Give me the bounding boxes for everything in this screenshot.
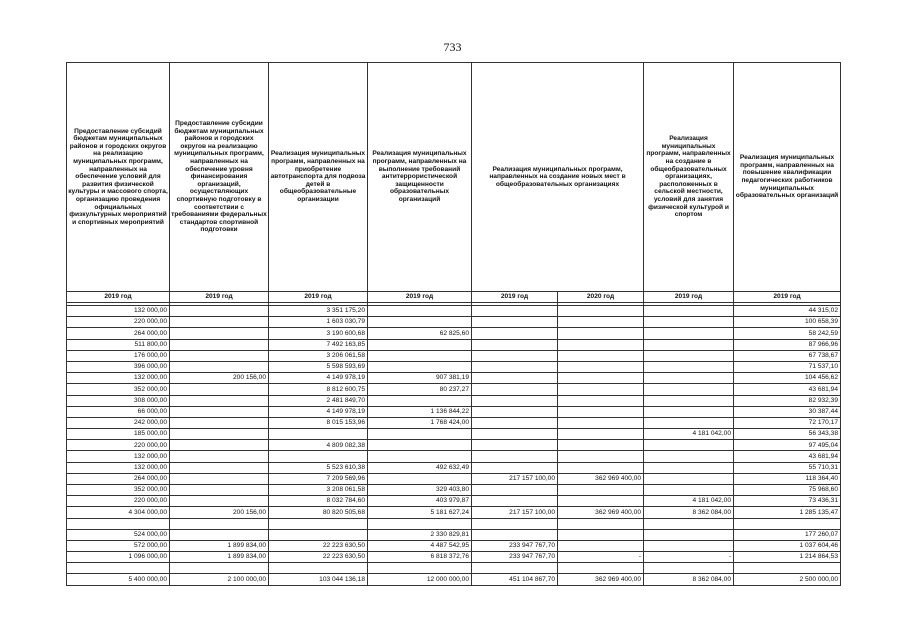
- table-cell: [644, 485, 734, 496]
- table-cell: 233 947 767,70: [472, 540, 558, 551]
- table-row: [67, 384, 841, 395]
- table-cell: 30 387,44: [734, 406, 841, 417]
- table-cell: [644, 451, 734, 462]
- table-cell: [558, 485, 644, 496]
- table-cell: [472, 317, 558, 328]
- table-cell: 220 000,00: [67, 496, 170, 507]
- table-cell: 3 190 600,68: [269, 328, 368, 339]
- table-cell: 1 285 135,47: [734, 507, 841, 518]
- table-cell: 4 149 978,19: [269, 406, 368, 417]
- table-cell: [67, 518, 170, 529]
- table-cell: 217 157 100,00: [472, 507, 558, 518]
- table-cell: [558, 563, 644, 574]
- table-cell: [170, 451, 269, 462]
- table-row: [67, 361, 841, 372]
- year-row: [67, 292, 841, 303]
- table-cell: [368, 518, 472, 529]
- table-cell: [368, 317, 472, 328]
- table-cell: [170, 473, 269, 484]
- table-cell: 1 136 844,22: [368, 406, 472, 417]
- table-cell: 55 710,31: [734, 462, 841, 473]
- table-cell: 5 598 593,69: [269, 361, 368, 372]
- year-cell: 2020 год: [558, 292, 644, 303]
- table-cell: [734, 518, 841, 529]
- table-cell: [558, 406, 644, 417]
- year-cell: 2019 год: [368, 292, 472, 303]
- table-cell: 100 658,39: [734, 317, 841, 328]
- table-cell: [558, 317, 644, 328]
- table-cell: [644, 361, 734, 372]
- table-cell: [558, 417, 644, 428]
- table-cell: 118 364,40: [734, 473, 841, 484]
- table-cell: [472, 417, 558, 428]
- table-cell: [558, 429, 644, 440]
- table-cell: [170, 361, 269, 372]
- table-cell: 352 000,00: [67, 384, 170, 395]
- table-row: [67, 350, 841, 361]
- table-cell: [368, 563, 472, 574]
- table-cell: 66 000,00: [67, 406, 170, 417]
- table-row: [67, 395, 841, 406]
- table-cell: 362 969 400,00: [558, 473, 644, 484]
- table-cell: [170, 384, 269, 395]
- table-cell: [558, 373, 644, 384]
- table-cell: 75 968,60: [734, 485, 841, 496]
- table-cell: [644, 440, 734, 451]
- table-cell: 43 681,94: [734, 384, 841, 395]
- table-cell: 43 681,94: [734, 451, 841, 462]
- table-cell: [170, 395, 269, 406]
- table-cell: [644, 384, 734, 395]
- table-cell: 4 487 542,95: [368, 540, 472, 551]
- table-cell: [644, 317, 734, 328]
- year-cell: 2019 год: [67, 292, 170, 303]
- header-row: [67, 63, 841, 292]
- table-cell: 4 181 042,00: [644, 496, 734, 507]
- table-cell: [558, 496, 644, 507]
- table-cell: 104 456,62: [734, 373, 841, 384]
- table-cell: 2 481 849,70: [269, 395, 368, 406]
- table-cell: [67, 563, 170, 574]
- table-cell: [472, 518, 558, 529]
- table-cell: 524 000,00: [67, 529, 170, 540]
- table-cell: [472, 440, 558, 451]
- table-cell: [644, 417, 734, 428]
- table-row: [67, 328, 841, 339]
- table-cell: [558, 339, 644, 350]
- table-cell: [472, 429, 558, 440]
- table-cell: [170, 462, 269, 473]
- table-cell: [170, 529, 269, 540]
- table-row: [67, 540, 841, 551]
- table-cell: 58 242,59: [734, 328, 841, 339]
- table-cell: 71 537,10: [734, 361, 841, 372]
- table-cell: 72 170,17: [734, 417, 841, 428]
- table-cell: 73 436,31: [734, 496, 841, 507]
- table-cell: [170, 350, 269, 361]
- table-cell: [472, 361, 558, 372]
- table-cell: [170, 406, 269, 417]
- table-cell: 1 768 424,00: [368, 417, 472, 428]
- table-cell: 8 015 153,96: [269, 417, 368, 428]
- table-cell: [368, 429, 472, 440]
- table-cell: 329 403,80: [368, 485, 472, 496]
- table-cell: [734, 563, 841, 574]
- table-cell: [644, 339, 734, 350]
- table-cell: 132 000,00: [67, 373, 170, 384]
- table-cell: [644, 350, 734, 361]
- table-cell: 3 208 061,58: [269, 485, 368, 496]
- table-cell: [558, 529, 644, 540]
- year-cell: 2019 год: [269, 292, 368, 303]
- table-cell: [269, 563, 368, 574]
- table-cell: 1 603 030,79: [269, 317, 368, 328]
- table-cell: [644, 462, 734, 473]
- table-cell: 22 223 630,50: [269, 551, 368, 562]
- table-cell: [644, 373, 734, 384]
- table-cell: 22 223 630,50: [269, 540, 368, 551]
- table-row: [67, 551, 841, 562]
- table-cell: 4 149 978,19: [269, 373, 368, 384]
- header-cell: Реализация муниципальных программ, направленных на создание новых мест в общеобразовательных организациях: [472, 63, 644, 292]
- table-row: [67, 462, 841, 473]
- table-cell: [472, 384, 558, 395]
- header-cell: Реализация муниципальных программ, направленных на приобретение автотранспорта для подвоза детей в общеобразовательные организации: [269, 63, 368, 292]
- table-cell: [558, 395, 644, 406]
- table-cell: 451 104 867,70: [472, 574, 558, 586]
- table-cell: 1 214 864,53: [734, 551, 841, 562]
- table-cell: [472, 496, 558, 507]
- table-row: [67, 473, 841, 484]
- table-cell: [472, 339, 558, 350]
- table-cell: [170, 328, 269, 339]
- table-cell: 220 000,00: [67, 440, 170, 451]
- header-cell: Реализация муниципальных программ, направленных на создание в общеобразовательных организациях, расположенных в сельской местности, условий для занятия физической культурой и спортом: [644, 63, 734, 292]
- table-cell: 80 820 505,68: [269, 507, 368, 518]
- table-row: [67, 306, 841, 317]
- table-cell: 1 899 834,00: [170, 551, 269, 562]
- table-cell: [558, 462, 644, 473]
- table-cell: [644, 406, 734, 417]
- table-cell: 200 156,00: [170, 507, 269, 518]
- table-cell: 4 304 000,00: [67, 507, 170, 518]
- table-cell: [170, 518, 269, 529]
- table-cell: 5 400 000,00: [67, 574, 170, 586]
- table-cell: [472, 306, 558, 317]
- year-cell: 2019 год: [734, 292, 841, 303]
- table-cell: [472, 406, 558, 417]
- table-cell: [558, 350, 644, 361]
- table-cell: 1 096 000,00: [67, 551, 170, 562]
- table-cell: 132 000,00: [67, 451, 170, 462]
- table-cell: [170, 306, 269, 317]
- header-cell: Реализация муниципальных программ, направленных на выполнение требований антитеррористической защищенности образовательных организаций: [368, 63, 472, 292]
- header-cell: Предоставление субсидии бюджетам муниципальных районов и городских округов на реализацию муниципальных программ, направленных на обеспечение уровня финансирования организаций, осуществляющих спортивную подготовку в соответствии с требованиями федеральных стандартов спортивной подготовки: [170, 63, 269, 292]
- table-cell: [644, 306, 734, 317]
- table-cell: 3 351 175,20: [269, 306, 368, 317]
- table-row: [67, 451, 841, 462]
- table-cell: [170, 485, 269, 496]
- table-cell: [472, 373, 558, 384]
- table-cell: -: [558, 551, 644, 562]
- table-cell: 220 000,00: [67, 317, 170, 328]
- table-cell: [644, 529, 734, 540]
- table-cell: 5 181 627,24: [368, 507, 472, 518]
- table-cell: 264 000,00: [67, 328, 170, 339]
- header-cell: Реализация муниципальных программ, направленных на повышение квалификации педагогических работников муниципальных образовательных организаций: [734, 63, 841, 292]
- table-cell: [368, 339, 472, 350]
- table-cell: 2 330 829,81: [368, 529, 472, 540]
- table-cell: 8 362 084,00: [644, 507, 734, 518]
- table-cell: [170, 496, 269, 507]
- table-cell: [368, 361, 472, 372]
- table-row: [67, 485, 841, 496]
- table-cell: [269, 451, 368, 462]
- table-cell: 4 809 082,38: [269, 440, 368, 451]
- table-cell: 2 500 000,00: [734, 574, 841, 586]
- table-cell: 67 738,67: [734, 350, 841, 361]
- table-cell: [644, 518, 734, 529]
- table-cell: [170, 339, 269, 350]
- table-cell: 7 209 569,96: [269, 473, 368, 484]
- table-row: [67, 529, 841, 540]
- table-cell: [558, 384, 644, 395]
- table-cell: 200 156,00: [170, 373, 269, 384]
- table-cell: [558, 518, 644, 529]
- table-cell: 362 969 400,00: [558, 507, 644, 518]
- table-row: [67, 507, 841, 518]
- table-cell: 396 000,00: [67, 361, 170, 372]
- table-cell: 103 044 136,18: [269, 574, 368, 586]
- table-cell: [368, 350, 472, 361]
- table-cell: 132 000,00: [67, 462, 170, 473]
- table-cell: 1 899 834,00: [170, 540, 269, 551]
- table-cell: [170, 429, 269, 440]
- table-cell: [368, 306, 472, 317]
- table-cell: [368, 473, 472, 484]
- table-cell: 492 632,49: [368, 462, 472, 473]
- table-cell: [644, 328, 734, 339]
- blank-row: [67, 518, 841, 529]
- header-cell: Предоставление субсидий бюджетам муниципальных районов и городских округов на реализацию муниципальных программ, направленных на обеспечение условий для развития физической культуры и массового спорта, организацию проведения официальных физкультурных мероприятий и спортивных мероприятий: [67, 63, 170, 292]
- table-cell: [170, 563, 269, 574]
- table-cell: 8 032 784,60: [269, 496, 368, 507]
- table-cell: 8 812 600,75: [269, 384, 368, 395]
- table-cell: 362 969 400,00: [558, 574, 644, 586]
- table-cell: 7 492 163,85: [269, 339, 368, 350]
- table-cell: [472, 485, 558, 496]
- table-cell: [368, 451, 472, 462]
- table-cell: [472, 462, 558, 473]
- table-cell: 233 947 767,70: [472, 551, 558, 562]
- table-cell: 8 362 084,00: [644, 574, 734, 586]
- table-cell: 217 157 100,00: [472, 473, 558, 484]
- table-cell: 132 000,00: [67, 306, 170, 317]
- table-cell: [644, 540, 734, 551]
- table-cell: 264 000,00: [67, 473, 170, 484]
- table-cell: [170, 440, 269, 451]
- table-cell: 44 315,02: [734, 306, 841, 317]
- table-row: [67, 317, 841, 328]
- table-cell: -: [644, 551, 734, 562]
- table-cell: [644, 563, 734, 574]
- table-cell: [558, 540, 644, 551]
- table-cell: 97 495,04: [734, 440, 841, 451]
- table-cell: [472, 529, 558, 540]
- table-cell: [472, 350, 558, 361]
- table-cell: [644, 395, 734, 406]
- total-row: [67, 574, 841, 586]
- table-row: [67, 440, 841, 451]
- table-cell: [472, 328, 558, 339]
- table-cell: 62 825,60: [368, 328, 472, 339]
- table-row: [67, 496, 841, 507]
- table-cell: [269, 429, 368, 440]
- table-cell: [472, 451, 558, 462]
- table-cell: [269, 518, 368, 529]
- table-cell: 907 381,19: [368, 373, 472, 384]
- table-cell: [170, 417, 269, 428]
- table-cell: 242 000,00: [67, 417, 170, 428]
- year-cell: 2019 год: [472, 292, 558, 303]
- table-row: [67, 373, 841, 384]
- table-cell: 572 000,00: [67, 540, 170, 551]
- table-cell: [558, 306, 644, 317]
- table-cell: [368, 395, 472, 406]
- table-cell: [368, 440, 472, 451]
- table-cell: [558, 328, 644, 339]
- table-cell: [472, 395, 558, 406]
- table-cell: 177 260,07: [734, 529, 841, 540]
- table-cell: 2 100 000,00: [170, 574, 269, 586]
- table-cell: [558, 451, 644, 462]
- page-number: 733: [443, 40, 462, 54]
- table-cell: 352 000,00: [67, 485, 170, 496]
- table-cell: 4 181 042,00: [644, 429, 734, 440]
- table-cell: [269, 529, 368, 540]
- table-row: [67, 417, 841, 428]
- table-cell: [558, 440, 644, 451]
- table-cell: 82 932,39: [734, 395, 841, 406]
- table-cell: 185 000,00: [67, 429, 170, 440]
- year-cell: 2019 год: [170, 292, 269, 303]
- table-cell: 5 523 610,38: [269, 462, 368, 473]
- table-cell: 12 000 000,00: [368, 574, 472, 586]
- table-cell: 1 037 604,46: [734, 540, 841, 551]
- table-cell: 403 979,87: [368, 496, 472, 507]
- table-cell: [170, 317, 269, 328]
- table-cell: 308 000,00: [67, 395, 170, 406]
- budget-table: [66, 62, 841, 586]
- table-cell: 80 237,27: [368, 384, 472, 395]
- table-cell: [558, 361, 644, 372]
- table-cell: 511 800,00: [67, 339, 170, 350]
- table-cell: 56 343,38: [734, 429, 841, 440]
- year-cell: 2019 год: [644, 292, 734, 303]
- table-row: [67, 406, 841, 417]
- table-cell: 3 206 061,58: [269, 350, 368, 361]
- table-cell: [472, 563, 558, 574]
- blank-row: [67, 563, 841, 574]
- table-cell: [644, 473, 734, 484]
- table-cell: 87 966,96: [734, 339, 841, 350]
- table-row: [67, 429, 841, 440]
- table-cell: 6 818 372,76: [368, 551, 472, 562]
- table-cell: 176 000,00: [67, 350, 170, 361]
- table-row: [67, 339, 841, 350]
